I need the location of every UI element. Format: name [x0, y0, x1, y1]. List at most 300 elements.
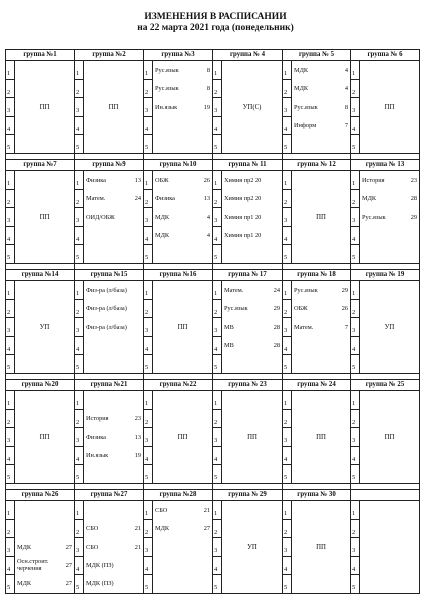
group-name: группа №28: [159, 491, 197, 498]
period-numbers: [283, 281, 292, 373]
lesson-room: 28: [410, 195, 417, 203]
lesson-slot: [84, 171, 143, 189]
period-number: 4: [213, 337, 221, 356]
group-schedule-cell: [283, 281, 351, 374]
period-number: 5: [76, 584, 80, 592]
period-numbers: [75, 501, 84, 593]
group-header-cell: [351, 380, 420, 391]
period-number: 2: [213, 300, 221, 319]
lesson-subject: МДК: [294, 85, 309, 93]
group-schedule-cell: [6, 171, 75, 264]
group-header-cell: [6, 270, 75, 281]
lesson-slot: [153, 538, 212, 556]
group-name: группа № 29: [228, 491, 267, 498]
period-number: 5: [145, 254, 149, 262]
lesson-slot: [84, 299, 143, 317]
lesson-slot: [84, 519, 143, 537]
group-schedule-cell: [283, 61, 351, 154]
period-number: 5: [145, 474, 149, 482]
group-body-row: [6, 391, 420, 484]
group-schedule: [75, 61, 143, 153]
period-number: 2: [6, 190, 14, 209]
group-header-cell: [351, 490, 420, 501]
lessons: [360, 171, 419, 263]
group-name: группа №1: [23, 51, 57, 58]
practice-label: ПП: [108, 103, 119, 111]
schedule-table: [5, 49, 420, 594]
period-number: 4: [144, 117, 152, 136]
lesson-slot: [84, 355, 143, 373]
period-number: 2: [144, 520, 152, 539]
period-number: 1: [351, 171, 359, 190]
group-schedule-cell: [6, 281, 75, 374]
group-schedule-cell: [351, 281, 420, 374]
period-number: 1: [351, 61, 359, 80]
lessons: [15, 281, 74, 373]
lesson-slot: [153, 226, 212, 244]
lesson-room: 21: [203, 506, 210, 514]
lesson-slot: [15, 575, 74, 593]
period-number: 5: [7, 144, 11, 152]
period-number: 2: [351, 520, 359, 539]
period-number: 2: [213, 520, 221, 539]
group-header-cell: [213, 270, 283, 281]
document-subtitle: на 22 марта 2021 года (понедельник): [137, 23, 294, 33]
lesson-subject: МДК: [294, 66, 309, 74]
period-number: 2: [75, 410, 83, 429]
group-schedule-cell: [144, 391, 213, 484]
group-schedule: [283, 171, 350, 263]
lesson-slot: [153, 245, 212, 263]
period-number: 1: [351, 281, 359, 300]
period-number: 5: [76, 364, 80, 372]
period-number: 4: [283, 337, 291, 356]
period-number: 4: [6, 447, 14, 466]
group-schedule-cell: [6, 391, 75, 484]
period-number: 2: [351, 190, 359, 209]
lesson-room: 4: [206, 231, 210, 239]
period-number: 3: [75, 318, 83, 337]
lesson-subject: МДК: [362, 195, 377, 203]
group-schedule-cell: [351, 391, 420, 484]
group-schedule: [351, 171, 419, 263]
group-schedule-cell: [351, 501, 420, 594]
group-schedule: [144, 281, 212, 373]
lesson-slot: [84, 189, 143, 207]
period-number: 2: [283, 520, 291, 539]
period-number: 5: [145, 144, 149, 152]
period-number: 3: [213, 318, 221, 337]
group-header-cell: [6, 490, 75, 501]
period-number: 3: [6, 318, 14, 337]
period-number: 4: [351, 557, 359, 576]
lesson-slot: [292, 61, 350, 79]
group-schedule-cell: [75, 501, 144, 594]
period-number: 4: [351, 117, 359, 136]
period-numbers: [283, 391, 292, 483]
lesson-subject: Осн.строит. черчения: [17, 558, 49, 573]
lessons: [222, 391, 282, 483]
period-number: 1: [351, 501, 359, 520]
period-number: 4: [6, 227, 14, 246]
lesson-slot: [84, 501, 143, 519]
period-numbers: [213, 501, 222, 593]
period-number: 2: [213, 410, 221, 429]
lesson-room: 27: [65, 580, 72, 588]
period-number: 4: [144, 337, 152, 356]
lesson-subject: История: [86, 415, 109, 423]
group-schedule: [351, 281, 419, 373]
period-numbers: [75, 171, 84, 263]
period-number: 2: [144, 190, 152, 209]
period-number: 5: [76, 254, 80, 262]
lesson-room: 26: [203, 176, 210, 184]
group-header-cell: [144, 270, 213, 281]
period-number: 5: [214, 474, 218, 482]
period-number: 4: [75, 337, 83, 356]
lesson-slot: [222, 226, 282, 244]
lesson-subject: СБО: [155, 506, 168, 514]
period-number: 2: [75, 520, 83, 539]
group-schedule: [6, 281, 74, 373]
period-number: 1: [283, 281, 291, 300]
period-number: 5: [284, 144, 288, 152]
group-schedule-cell: [6, 61, 75, 154]
period-number: 5: [76, 144, 80, 152]
lessons: [15, 171, 74, 263]
lesson-subject: Ин.язык: [86, 451, 109, 459]
group-name: группа № 30: [297, 491, 336, 498]
lesson-slot: [15, 538, 74, 556]
period-number: 1: [213, 391, 221, 410]
period-number: 4: [283, 227, 291, 246]
period-number: 1: [6, 281, 14, 300]
group-body-row: [6, 61, 420, 154]
lesson-room: 7: [344, 323, 348, 331]
period-number: 5: [284, 474, 288, 482]
period-number: 3: [213, 208, 221, 227]
lesson-slot: [153, 575, 212, 593]
lesson-slot: [292, 98, 350, 116]
lessons: [15, 391, 74, 483]
period-number: 3: [144, 208, 152, 227]
period-number: 4: [351, 337, 359, 356]
lesson-subject: МВ: [224, 323, 234, 331]
period-number: 4: [283, 557, 291, 576]
practice-label: ПП: [177, 433, 188, 441]
period-number: 5: [145, 584, 149, 592]
lessons: [292, 391, 350, 483]
lesson-slot: [292, 116, 350, 134]
group-schedule: [283, 501, 350, 593]
period-number: 3: [283, 98, 291, 117]
lesson-slot: [222, 336, 282, 354]
period-numbers: [351, 281, 360, 373]
lesson-subject: МДК (ПЗ): [86, 561, 114, 569]
period-numbers: [351, 171, 360, 263]
period-number: 3: [351, 538, 359, 557]
lesson-slot: [84, 538, 143, 556]
lesson-room: 4: [344, 85, 348, 93]
group-header-cell: [213, 380, 283, 391]
period-number: 5: [214, 584, 218, 592]
period-number: 1: [283, 61, 291, 80]
period-number: 3: [75, 208, 83, 227]
period-number: 5: [7, 254, 11, 262]
period-numbers: [75, 391, 84, 483]
lesson-slot: [153, 79, 212, 97]
period-numbers: [213, 171, 222, 263]
period-number: 5: [7, 584, 11, 592]
period-number: 4: [213, 557, 221, 576]
lessons: [15, 61, 74, 153]
group-schedule-cell: [144, 281, 213, 374]
period-number: 1: [144, 501, 152, 520]
group-name: группа № 23: [228, 381, 267, 388]
period-number: 5: [352, 254, 356, 262]
period-number: 3: [283, 318, 291, 337]
period-number: 1: [75, 281, 83, 300]
lessons: [84, 391, 143, 483]
practice-label: ПП: [316, 433, 326, 441]
group-schedule: [351, 391, 419, 483]
lesson-slot: [84, 391, 143, 409]
group-name: группа №9: [92, 161, 126, 168]
lessons: [153, 281, 212, 373]
group-name: группа № 6: [367, 51, 403, 58]
lesson-slot: [84, 336, 143, 354]
lesson-room: 8: [206, 85, 210, 93]
period-number: 2: [6, 520, 14, 539]
period-number: 3: [351, 98, 359, 117]
group-header-cell: [283, 160, 351, 171]
group-schedule: [213, 61, 282, 153]
practice-label: УП(С): [242, 103, 262, 111]
group-body-row: [6, 501, 420, 594]
group-header-cell: [283, 490, 351, 501]
period-number: 3: [213, 428, 221, 447]
practice-label: УП: [247, 543, 257, 551]
group-header-cell: [283, 380, 351, 391]
lesson-subject: Матем.: [224, 286, 244, 294]
lesson-subject: МДК: [17, 580, 32, 588]
lesson-room: 21: [134, 543, 141, 551]
period-number: 4: [283, 447, 291, 466]
lesson-slot: [360, 171, 419, 189]
group-schedule: [213, 501, 282, 593]
period-number: 5: [7, 364, 11, 372]
practice-label: ПП: [316, 543, 326, 551]
group-name: группа №22: [159, 381, 197, 388]
lesson-subject: Химия пр1 20: [224, 231, 262, 239]
lesson-slot: [153, 171, 212, 189]
period-numbers: [144, 171, 153, 263]
group-body-row: [6, 281, 420, 374]
period-number: 1: [6, 391, 14, 410]
lesson-subject: Химия пр2 20: [224, 195, 262, 203]
period-number: 3: [283, 538, 291, 557]
lesson-subject: Рус.язык: [362, 213, 386, 221]
period-number: 1: [144, 391, 152, 410]
lesson-room: 19: [134, 451, 141, 459]
group-name: группа №3: [161, 51, 195, 58]
lesson-slot: [84, 281, 143, 299]
period-number: 2: [75, 80, 83, 99]
group-header-cell: [6, 380, 75, 391]
group-name: группа № 17: [228, 271, 267, 278]
lesson-room: 4: [206, 213, 210, 221]
lesson-slot: [222, 299, 282, 317]
period-number: 5: [7, 474, 11, 482]
period-number: 1: [213, 501, 221, 520]
practice-label: ПП: [39, 103, 50, 111]
lesson-room: 27: [65, 543, 72, 551]
practice-label: ПП: [384, 433, 395, 441]
group-schedule-cell: [75, 391, 144, 484]
lesson-slot: [84, 428, 143, 446]
period-numbers: [144, 61, 153, 153]
lesson-subject: СБО: [86, 525, 99, 533]
period-numbers: [6, 281, 15, 373]
group-header-cell: [144, 490, 213, 501]
lesson-subject: МДК (ПЗ): [86, 580, 114, 588]
lesson-room: 19: [203, 103, 210, 111]
group-header-row: [6, 380, 420, 391]
lesson-slot: [153, 135, 212, 153]
period-number: 1: [75, 501, 83, 520]
lesson-subject: Рус.язык: [294, 286, 318, 294]
period-number: 5: [214, 144, 218, 152]
group-name: группа № 12: [297, 161, 336, 168]
period-number: 2: [75, 190, 83, 209]
period-number: 5: [214, 254, 218, 262]
group-schedule: [283, 391, 350, 483]
group-schedule-cell: [213, 391, 283, 484]
period-numbers: [213, 61, 222, 153]
lessons: [153, 391, 212, 483]
period-number: 2: [6, 300, 14, 319]
period-number: 3: [351, 318, 359, 337]
lessons: [292, 501, 350, 593]
period-numbers: [351, 501, 360, 593]
period-number: 2: [75, 300, 83, 319]
period-number: 4: [75, 447, 83, 466]
period-number: 2: [6, 410, 14, 429]
lessons: [222, 281, 282, 373]
lesson-slot: [84, 318, 143, 336]
group-schedule-cell: [144, 61, 213, 154]
group-header-cell: [144, 160, 213, 171]
group-schedule-cell: [213, 501, 283, 594]
period-number: 2: [283, 300, 291, 319]
group-body-row: [6, 171, 420, 264]
period-number: 2: [213, 190, 221, 209]
lessons: [153, 171, 212, 263]
period-numbers: [213, 391, 222, 483]
lesson-room: 24: [134, 195, 141, 203]
group-schedule: [213, 391, 282, 483]
group-header-cell: [213, 50, 283, 61]
practice-label: ПП: [39, 433, 50, 441]
lesson-subject: Физ-ра (л/база): [86, 305, 127, 313]
group-name: группа № 19: [365, 271, 405, 278]
period-number: 3: [75, 428, 83, 447]
group-schedule: [6, 501, 74, 593]
lesson-subject: Информ: [294, 121, 317, 129]
lessons: [360, 281, 419, 373]
period-numbers: [144, 501, 153, 593]
lesson-subject: МДК: [17, 543, 32, 551]
group-header-cell: [283, 270, 351, 281]
period-number: 2: [283, 410, 291, 429]
lesson-slot: [292, 336, 350, 354]
period-numbers: [283, 61, 292, 153]
period-numbers: [283, 501, 292, 593]
practice-label: ПП: [177, 323, 188, 331]
lessons: [84, 501, 143, 593]
lesson-slot: [153, 98, 212, 116]
lessons: [292, 171, 350, 263]
group-name: группа № 13: [365, 161, 405, 168]
lessons: [360, 501, 419, 593]
group-header-cell: [75, 270, 144, 281]
period-numbers: [283, 171, 292, 263]
period-number: 2: [144, 410, 152, 429]
lessons: [360, 391, 419, 483]
lesson-room: 13: [203, 195, 210, 203]
lesson-subject: Химия пр1 20: [224, 213, 262, 221]
lesson-room: 8: [344, 103, 348, 111]
period-numbers: [213, 281, 222, 373]
period-number: 1: [283, 391, 291, 410]
lesson-room: 28: [273, 323, 280, 331]
period-number: 4: [6, 337, 14, 356]
group-header-cell: [213, 160, 283, 171]
lesson-subject: Химия пр2 20: [224, 176, 262, 184]
lesson-slot: [153, 61, 212, 79]
period-number: 4: [75, 557, 83, 576]
period-numbers: [6, 171, 15, 263]
period-number: 3: [6, 428, 14, 447]
group-name: группа № 11: [228, 161, 267, 168]
group-name: группа №14: [21, 271, 59, 278]
period-number: 4: [75, 117, 83, 136]
practice-label: ПП: [39, 213, 50, 221]
group-schedule: [213, 171, 282, 263]
lesson-slot: [292, 318, 350, 336]
period-number: 1: [144, 171, 152, 190]
period-number: 3: [6, 538, 14, 557]
lessons: [222, 171, 282, 263]
group-schedule: [144, 501, 212, 593]
group-header-cell: [213, 490, 283, 501]
lesson-room: 29: [273, 305, 280, 313]
lesson-slot: [292, 299, 350, 317]
period-numbers: [6, 61, 15, 153]
lesson-slot: [153, 189, 212, 207]
lesson-room: 13: [134, 433, 141, 441]
period-number: 3: [75, 98, 83, 117]
period-number: 1: [75, 171, 83, 190]
period-numbers: [144, 281, 153, 373]
group-name: группа №20: [21, 381, 59, 388]
lesson-slot: [153, 208, 212, 226]
period-number: 4: [213, 117, 221, 136]
group-schedule: [283, 61, 350, 153]
lessons: [222, 501, 282, 593]
lesson-slot: [84, 245, 143, 263]
period-number: 3: [213, 538, 221, 557]
